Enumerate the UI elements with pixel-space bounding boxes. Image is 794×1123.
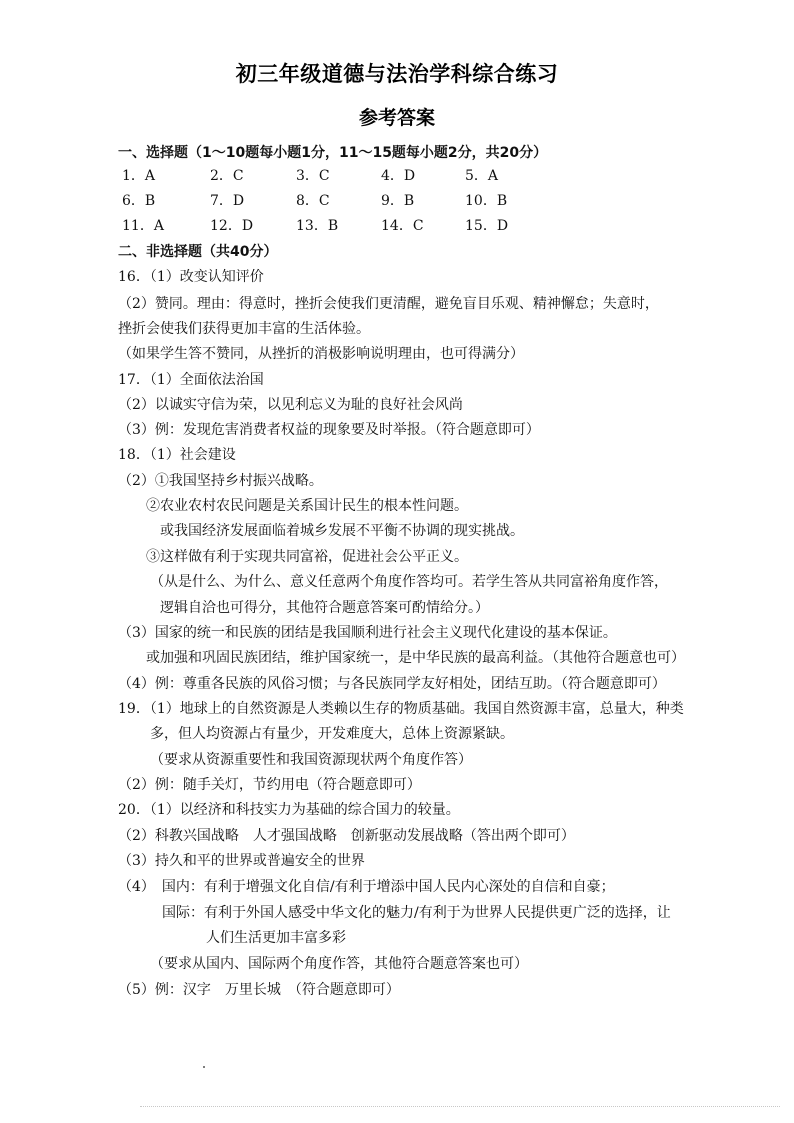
answer-line: （2）赞同。理由：得意时，挫折会使我们更清醒，避免盲目乐观、精神懈怠；失意时， [118,296,659,312]
answer-line: 20．（1）以经济和科技实力为基础的综合国力的较量。 [118,802,460,818]
choice-answer: 15．D [465,218,509,234]
answer-line: 或加强和巩固民族团结，维护国家统一，是中华民族的最高利益。（其他符合题意也可） [146,650,685,666]
answer-line: 挫折会使我们获得更加丰富的生活体验。 [118,321,370,337]
choice-answer: 5．A [465,168,499,184]
choice-answer-row [118,166,678,186]
answer-note: （要求从资源重要性和我国资源现状两个角度作答） [150,752,472,768]
answer-line: （2）科教兴国战略 人才强国战略 创新驱动发展战略（答出两个即可） [118,828,575,844]
answer-line: （3）国家的统一和民族的团结是我国顺利进行社会主义现代化建设的基本保证。 [118,625,617,641]
answer-line: 国际：有利于外国人感受中华文化的魅力/有利于为世界人民提供更广泛的选择，让 [162,905,671,921]
answer-line: （2）以诚实守信为荣，以见利忘义为耻的良好社会风尚 [118,397,463,413]
choice-answer: 13．B [296,218,339,234]
choice-answer: 1．A [122,168,156,184]
answer-line: 18．（1）社会建设 [118,447,236,463]
choice-answer: 3．C [296,168,330,184]
answer-line: ②农业农村农民问题是关系国计民生的根本性问题。 [146,498,468,514]
answer-line: （4） 国内：有利于增强文化自信/有利于增添中国人民内心深处的自信和自豪； [118,879,615,895]
answer-note: （要求从国内、国际两个角度作答，其他符合题意答案也可） [150,956,528,972]
answer-line: ③这样做有利于实现共同富裕，促进社会公平正义。 [146,549,468,565]
choice-answer: 2．C [210,168,244,184]
answer-note: （从是什么、为什么、意义任意两个角度作答均可。若学生答从共同富裕角度作答， [150,574,668,590]
answer-line: （2）例：随手关灯，节约用电（符合题意即可） [118,777,421,793]
answer-line: （3）持久和平的世界或普遍安全的世界 [118,853,365,869]
answer-note: （如果学生答不赞同，从挫折的消极影响说明理由，也可得满分） [118,346,524,362]
choice-answer: 12．D [210,218,254,234]
choice-answer-row [118,191,678,211]
answer-line: 19．（1）地球上的自然资源是人类赖以生存的物质基础。我国自然资源丰富，总量大，种类 [118,701,684,717]
answer-line: （2）①我国坚持乡村振兴战略。 [118,473,323,489]
choice-answer: 14．C [381,218,424,234]
answer-note: 逻辑自洽也可得分，其他符合题意答案可酌情给分。） [160,600,489,616]
scan-edge-line [140,1106,780,1107]
page-subtitle: 参考答案 [358,107,435,129]
answer-line: （5）例：汉字 万里长城 （符合题意即可） [118,982,400,998]
choice-answer: 6．B [122,193,156,209]
answer-line: 16．（1）改变认知评价 [118,269,264,285]
page-title: 初三年级道德与法治学科综合练习 [235,62,559,86]
choice-answer: 10．B [465,193,508,209]
choice-answer: 11．A [122,218,164,234]
choice-answer-row [118,216,678,236]
scan-speck [203,1066,205,1068]
answer-line: （3）例：发现危害消费者权益的现象要及时举报。（符合题意即可） [118,422,540,438]
choice-answer: 9．B [381,193,415,209]
answer-line: 17．（1）全面依法治国 [118,372,264,388]
choice-answer: 4．D [381,168,416,184]
section-heading-nonchoice: 二、非选择题（共40分） [118,244,278,260]
section-heading-choice: 一、选择题（1～10题每小题1分，11～15题每小题2分，共20分） [118,145,548,161]
answer-line: （4）例：尊重各民族的风俗习惯；与各民族同学友好相处，团结互助。（符合题意即可） [118,676,666,692]
answer-line: 人们生活更加丰富多彩 [206,930,346,946]
choice-answer: 7．D [210,193,245,209]
answer-line: 多，但人均资源占有量少，开发难度大，总体上资源紧缺。 [150,726,514,742]
choice-answer: 8．C [296,193,330,209]
answer-line: 或我国经济发展面临着城乡发展不平衡不协调的现实挑战。 [160,523,524,539]
